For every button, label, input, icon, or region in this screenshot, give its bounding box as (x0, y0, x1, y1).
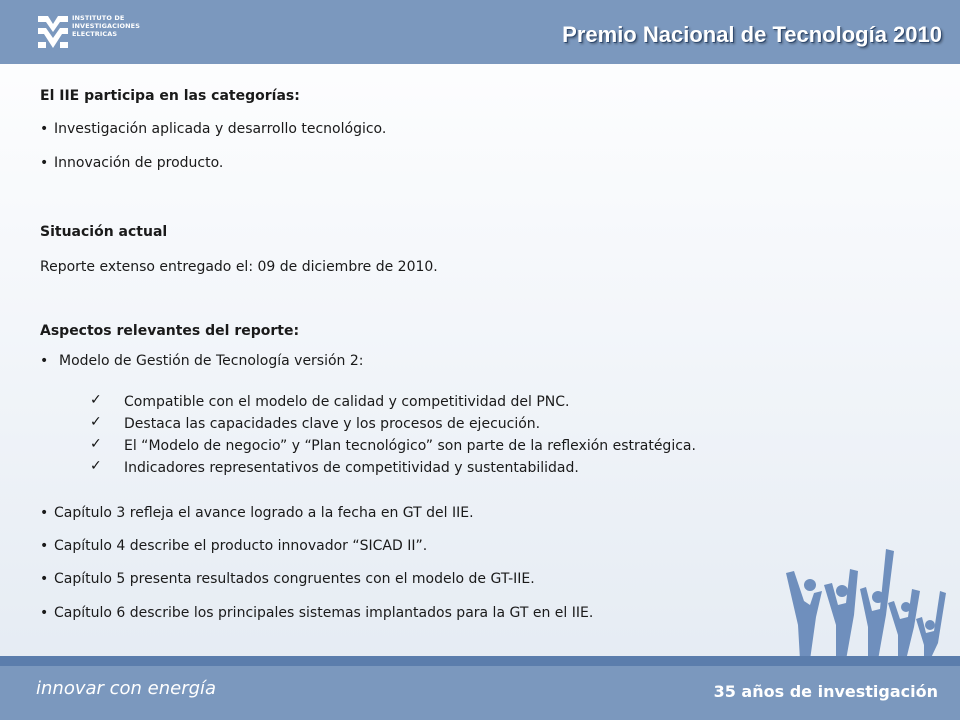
footer-anniversary: 35 años de investigación (713, 682, 938, 701)
model-item (40, 353, 364, 369)
logo-line-3: ELECTRICAS (72, 30, 118, 38)
bullet-icon: • (40, 155, 49, 171)
checkmark-icon: ✓ (90, 458, 102, 474)
checkmark-icon: ✓ (90, 436, 102, 452)
chapter-item-6-text: Capítulo 6 describe los principales sistemas implantados para la GT en el IIE. (54, 605, 594, 621)
check-item-3-text: El “Modelo de negocio” y “Plan tecnológico” son parte de la reflexión estratégica. (124, 438, 696, 454)
footer-slogan: innovar con energía (36, 678, 217, 699)
check-item-1 (90, 391, 890, 413)
chapter-item-5 (40, 571, 535, 587)
checkmark-icon: ✓ (90, 392, 102, 408)
categories-heading: El IIE participa en las categorías: (40, 88, 300, 104)
bullet-icon: • (40, 505, 49, 521)
checkmark-icon: ✓ (90, 414, 102, 430)
chapter-item-4 (40, 538, 427, 554)
category-item-2 (40, 155, 223, 171)
bullet-icon: • (40, 538, 49, 554)
slide-title: Premio Nacional de Tecnología 2010 (562, 22, 942, 47)
check-item-3 (90, 435, 890, 457)
category-item-2-text: Innovación de producto. (54, 155, 224, 171)
category-item-1 (40, 121, 386, 137)
chapter-item-4-text: Capítulo 4 describe el producto innovador “SICAD II”. (54, 538, 428, 554)
chapter-item-5-text: Capítulo 5 presenta resultados congruentes con el modelo de GT-IIE. (54, 571, 535, 587)
celebrating-figures-illustration (780, 545, 950, 660)
status-heading: Situación actual (40, 224, 168, 240)
footer-divider (0, 656, 960, 666)
logo-line-1: INSTITUTO DE (72, 14, 125, 22)
chapter-item-6 (40, 605, 593, 621)
check-item-4-text: Indicadores representativos de competitividad y sustentabilidad. (124, 460, 579, 476)
bullet-icon: • (40, 353, 49, 369)
aspects-heading: Aspectos relevantes del reporte: (40, 323, 300, 339)
bullet-icon: • (40, 605, 49, 621)
check-item-2 (90, 413, 890, 435)
model-item-text: Modelo de Gestión de Tecnología versión 2: (59, 353, 364, 369)
check-item-4 (90, 457, 890, 479)
chapter-item-3 (40, 505, 474, 521)
check-item-2-text: Destaca las capacidades clave y los procesos de ejecución. (124, 416, 541, 432)
check-item-1-text: Compatible con el modelo de calidad y competitividad del PNC. (124, 394, 570, 410)
chapter-item-3-text: Capítulo 3 refleja el avance logrado a la fecha en GT del IIE. (54, 505, 474, 521)
logo-line-2: INVESTIGACIONES (72, 22, 141, 30)
category-item-1-text: Investigación aplicada y desarrollo tecnológico. (54, 121, 387, 137)
bullet-icon: • (40, 121, 49, 137)
bullet-icon: • (40, 571, 49, 587)
status-text: Reporte extenso entregado el: 09 de diciembre de 2010. (40, 259, 438, 275)
